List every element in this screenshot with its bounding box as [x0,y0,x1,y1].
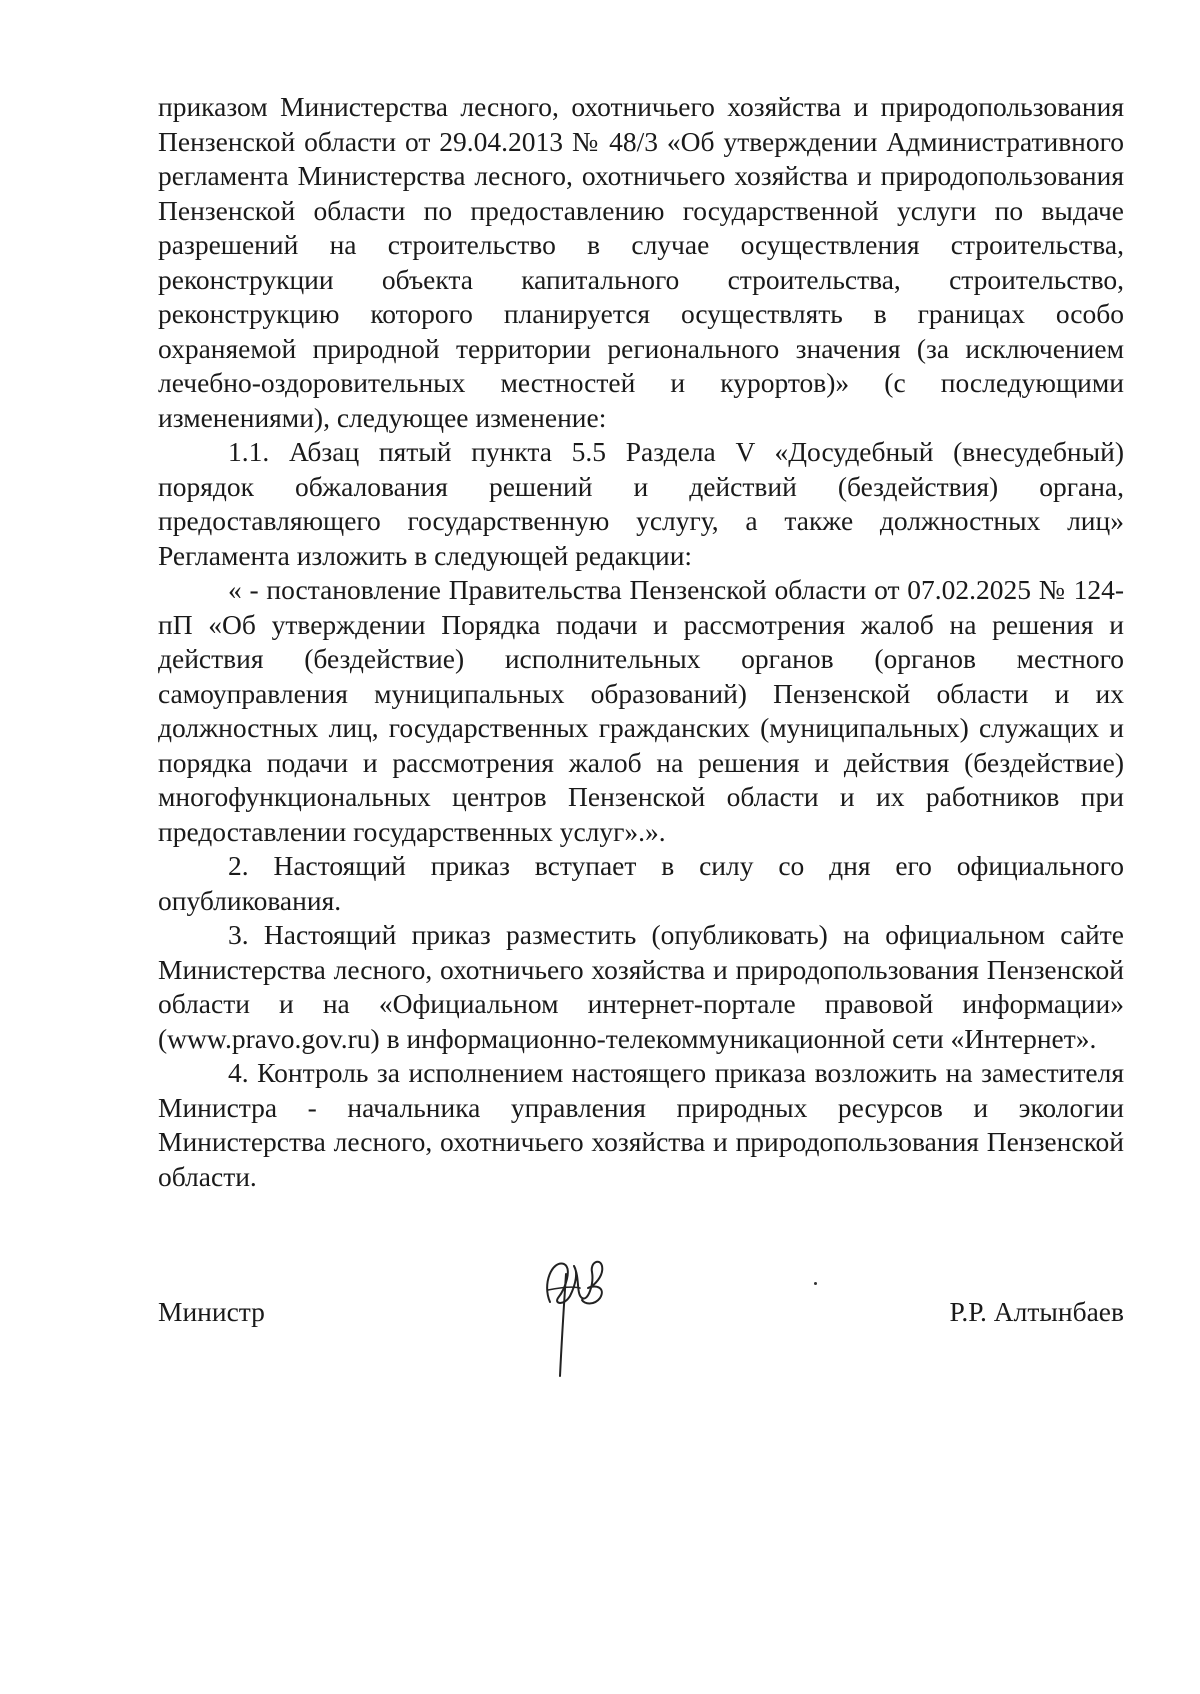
paragraph-new-wording: « - постановление Правительства Пензенской области от 07.02.2025 № 124-пП «Об утверждении Порядка подачи и рассмотрения жалоб на решения и действия (бездействие) исполнительных органов (органов местного самоуправления муниципальных образований) Пензенской области и их должностных лиц, государственных гражданских (муниципальных) служащих и порядка подачи и рассмотрения жалоб на решения и действия (бездействие) многофункциональных центров Пензенской области и их работников при предоставлении государственных услуг».». [158,574,1124,847]
signer-name: Р.Р. Алтынбаев [949,1296,1124,1327]
paragraph-preamble-continuation: приказом Министерства лесного, охотничьего хозяйства и природопользования Пензенской области от 29.04.2013 № 48/3 «Об утверждении Административного регламента Министерства лесного, охотничьего хозяйства и природопользования Пензенской области по предоставлению государственной услуги по выдаче разрешений на строительство в случае осуществления строительства, реконструкции объекта капитального строительства, строительство, реконструкцию которого планируется осуществлять в границах особо охраняемой природной территории регионального значения (за исключением лечебно-оздоровительных местностей и курортов)» (с последующими изменениями), следующее изменение: [158,91,1124,433]
paragraph-1-1: 1.1. Абзац пятый пункта 5.5 Раздела V «Досудебный (внесудебный) порядок обжалования решений и действий (бездействия) органа, предоставляющего государственную услугу, а также должностных лиц» Регламента изложить в следующей редакции: [158,436,1124,571]
paragraph-3: 3. Настоящий приказ разместить (опубликовать) на официальном сайте Министерства лесного, охотничьего хозяйства и природопользования Пензенской области и на «Официальном интернет-портале правовой информации» (www.pravo.gov.ru) в информационно-телекоммуникационной сети «Интернет». [158,919,1124,1054]
signer-title: Министр [158,1296,265,1327]
paragraph-4: 4. Контроль за исполнением настоящего приказа возложить на заместителя Министра - начальника управления природных ресурсов и экологии Министерства лесного, охотничьего хозяйства и природопользования Пензенской области. [158,1057,1124,1192]
paragraph-2: 2. Настоящий приказ вступает в силу со дня его официального опубликования. [158,850,1124,916]
scan-speck [814,1282,817,1285]
signature-block [158,1296,1124,1356]
handwritten-signature-icon [528,1244,618,1384]
document-body [158,90,1124,1194]
